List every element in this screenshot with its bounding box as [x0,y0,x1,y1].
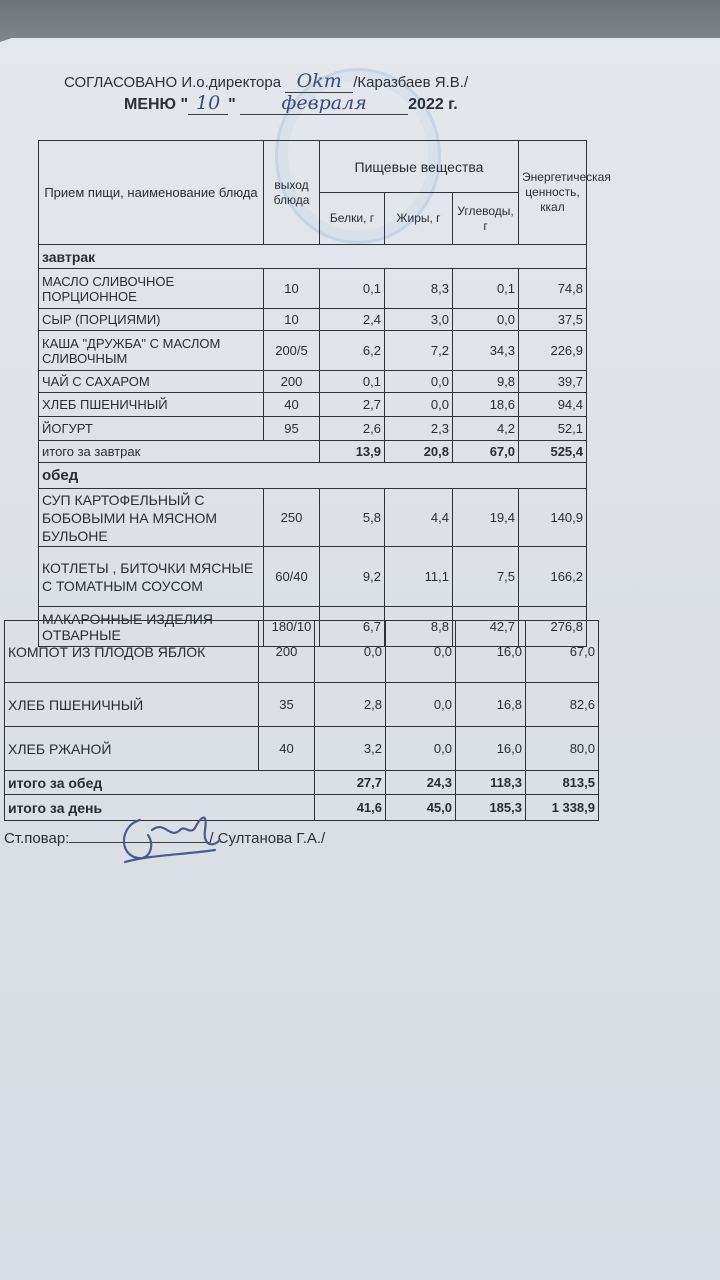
dish-carbs: 16,0 [456,621,526,683]
menu-table [38,140,611,647]
dish-proteins: 2,4 [320,309,385,331]
dish-energy: 67,0 [526,621,599,683]
dish-carbs: 16,8 [456,683,526,727]
dish-proteins: 3,2 [315,727,386,771]
dish-yield: 10 [264,309,320,331]
table-row [5,621,599,683]
menu-day: 10 [196,92,221,114]
table-row [39,489,587,547]
dish-fats: 8,8 [385,607,453,647]
total-energy: 813,5 [526,771,599,795]
menu-label: МЕНЮ " [124,96,189,113]
total-proteins: 13,9 [320,441,385,463]
header-dish: Прием пищи, наименование блюда [39,141,264,245]
table-row [39,331,587,371]
dish-proteins: 0,0 [315,621,386,683]
dish-name: ХЛЕБ ПШЕНИЧНЫЙ [5,683,259,727]
day-field [188,92,228,115]
dish-carbs: 9,8 [453,371,519,393]
cook-label: Ст.повар: [4,830,70,847]
dish-yield: 250 [264,489,320,547]
dish-fats: 2,3 [385,417,453,441]
day-total-energy: 1 338,9 [526,795,599,821]
table-row [39,371,587,393]
header-fats: Жиры, г [385,193,453,245]
dish-fats: 8,3 [385,269,453,309]
dish-proteins: 5,8 [320,489,385,547]
menu-year: 2022 г. [408,96,458,113]
dish-proteins: 0,1 [320,269,385,309]
dish-name: КОМПОТ ИЗ ПЛОДОВ ЯБЛОК [5,621,259,683]
day-total-fats: 45,0 [386,795,456,821]
dish-carbs: 4,2 [453,417,519,441]
lunch-total-row [5,771,599,795]
dish-yield: 40 [264,393,320,417]
dish-energy: 82,6 [526,683,599,727]
day-total-label: итого за день [5,795,315,821]
director-signature: Okm [296,70,342,92]
dish-energy: 276,8 [519,607,587,647]
dish-name: МАСЛО СЛИВОЧНОЕ ПОРЦИОННОЕ [39,269,264,309]
dish-name: МАКАРОННЫЕ ИЗДЕЛИЯ ОТВАРНЫЕ [39,607,264,647]
table-row [5,683,599,727]
day-total-carbs: 185,3 [456,795,526,821]
header-proteins: Белки, г [320,193,385,245]
dish-yield: 180/10 [264,607,320,647]
dish-carbs: 7,5 [453,547,519,607]
total-carbs: 67,0 [453,441,519,463]
director-name: /Каразбаев Я.В./ [353,74,469,91]
total-label: итого за завтрак [39,441,320,463]
dish-proteins: 6,7 [320,607,385,647]
dish-energy: 140,9 [519,489,587,547]
dish-energy: 37,5 [519,309,587,331]
dish-fats: 0,0 [385,393,453,417]
menu-title-line [124,92,458,115]
dish-fats: 7,2 [385,331,453,371]
dish-name: ХЛЕБ РЖАНОЙ [5,727,259,771]
dish-energy: 52,1 [519,417,587,441]
dish-energy: 74,8 [519,269,587,309]
dish-carbs: 19,4 [453,489,519,547]
day-total-row [5,795,599,821]
total-energy: 525,4 [519,441,587,463]
total-label: итого за обед [5,771,315,795]
dish-yield: 200/5 [264,331,320,371]
menu-table-lower [4,620,599,821]
dish-yield: 60/40 [264,547,320,607]
dish-carbs: 18,6 [453,393,519,417]
dish-yield: 35 [259,683,315,727]
header-carbs: Углеводы, г [453,193,519,245]
quote-close: " [228,96,236,113]
approved-text: СОГЛАСОВАНО И.о.директора [64,74,282,91]
dish-fats: 0,0 [386,727,456,771]
dish-proteins: 0,1 [320,371,385,393]
dish-fats: 4,4 [385,489,453,547]
dish-name: СУП КАРТОФЕЛЬНЫЙ С БОБОВЫМИ НА МЯСНОМ БУЛЬОНЕ [39,489,264,547]
dish-energy: 226,9 [519,331,587,371]
cook-signature-scribble [110,800,230,870]
table-row [39,547,587,607]
director-signature-field [285,70,353,93]
dish-name: ХЛЕБ ПШЕНИЧНЫЙ [39,393,264,417]
table-row [39,309,587,331]
dish-name: КОТЛЕТЫ , БИТОЧКИ МЯСНЫЕ С ТОМАТНЫМ СОУСОМ [39,547,264,607]
day-total-proteins: 41,6 [315,795,386,821]
breakfast-total-row [39,441,587,463]
dish-carbs: 34,3 [453,331,519,371]
dish-carbs: 16,0 [456,727,526,771]
dish-carbs: 42,7 [453,607,519,647]
dish-name: СЫР (ПОРЦИЯМИ) [39,309,264,331]
dish-fats: 0,0 [386,683,456,727]
dish-proteins: 9,2 [320,547,385,607]
total-fats: 20,8 [385,441,453,463]
month-field [240,92,408,115]
table-row [39,417,587,441]
cook-name: / Султанова Г.А./ [209,830,326,847]
section-breakfast: завтрак [39,245,587,269]
dish-fats: 11,1 [385,547,453,607]
dish-carbs: 0,0 [453,309,519,331]
dish-carbs: 0,1 [453,269,519,309]
header-nutrients: Пищевые вещества [320,141,519,193]
dish-name: КАША "ДРУЖБА" С МАСЛОМ СЛИВОЧНЫМ [39,331,264,371]
dish-proteins: 2,7 [320,393,385,417]
total-carbs: 118,3 [456,771,526,795]
dish-yield: 200 [264,371,320,393]
table-row [5,727,599,771]
dish-yield: 95 [264,417,320,441]
section-lunch: обед [39,463,587,489]
dish-yield: 40 [259,727,315,771]
dish-name: ЧАЙ С САХАРОМ [39,371,264,393]
total-fats: 24,3 [386,771,456,795]
dish-energy: 94,4 [519,393,587,417]
dish-energy: 39,7 [519,371,587,393]
dish-proteins: 2,8 [315,683,386,727]
dish-fats: 0,0 [385,371,453,393]
menu-month: февраля [281,92,367,114]
table-row [39,269,587,309]
total-proteins: 27,7 [315,771,386,795]
dish-proteins: 6,2 [320,331,385,371]
dish-yield: 200 [259,621,315,683]
dish-fats: 3,0 [385,309,453,331]
dish-energy: 166,2 [519,547,587,607]
dish-name: ЙОГУРТ [39,417,264,441]
header-yield: выход блюда [264,141,320,245]
dish-yield: 10 [264,269,320,309]
dish-fats: 0,0 [386,621,456,683]
dish-proteins: 2,6 [320,417,385,441]
dish-energy: 80,0 [526,727,599,771]
table-row [39,393,587,417]
approval-line [64,70,468,93]
header-energy: Энергетическая ценность, ккал [519,141,587,245]
